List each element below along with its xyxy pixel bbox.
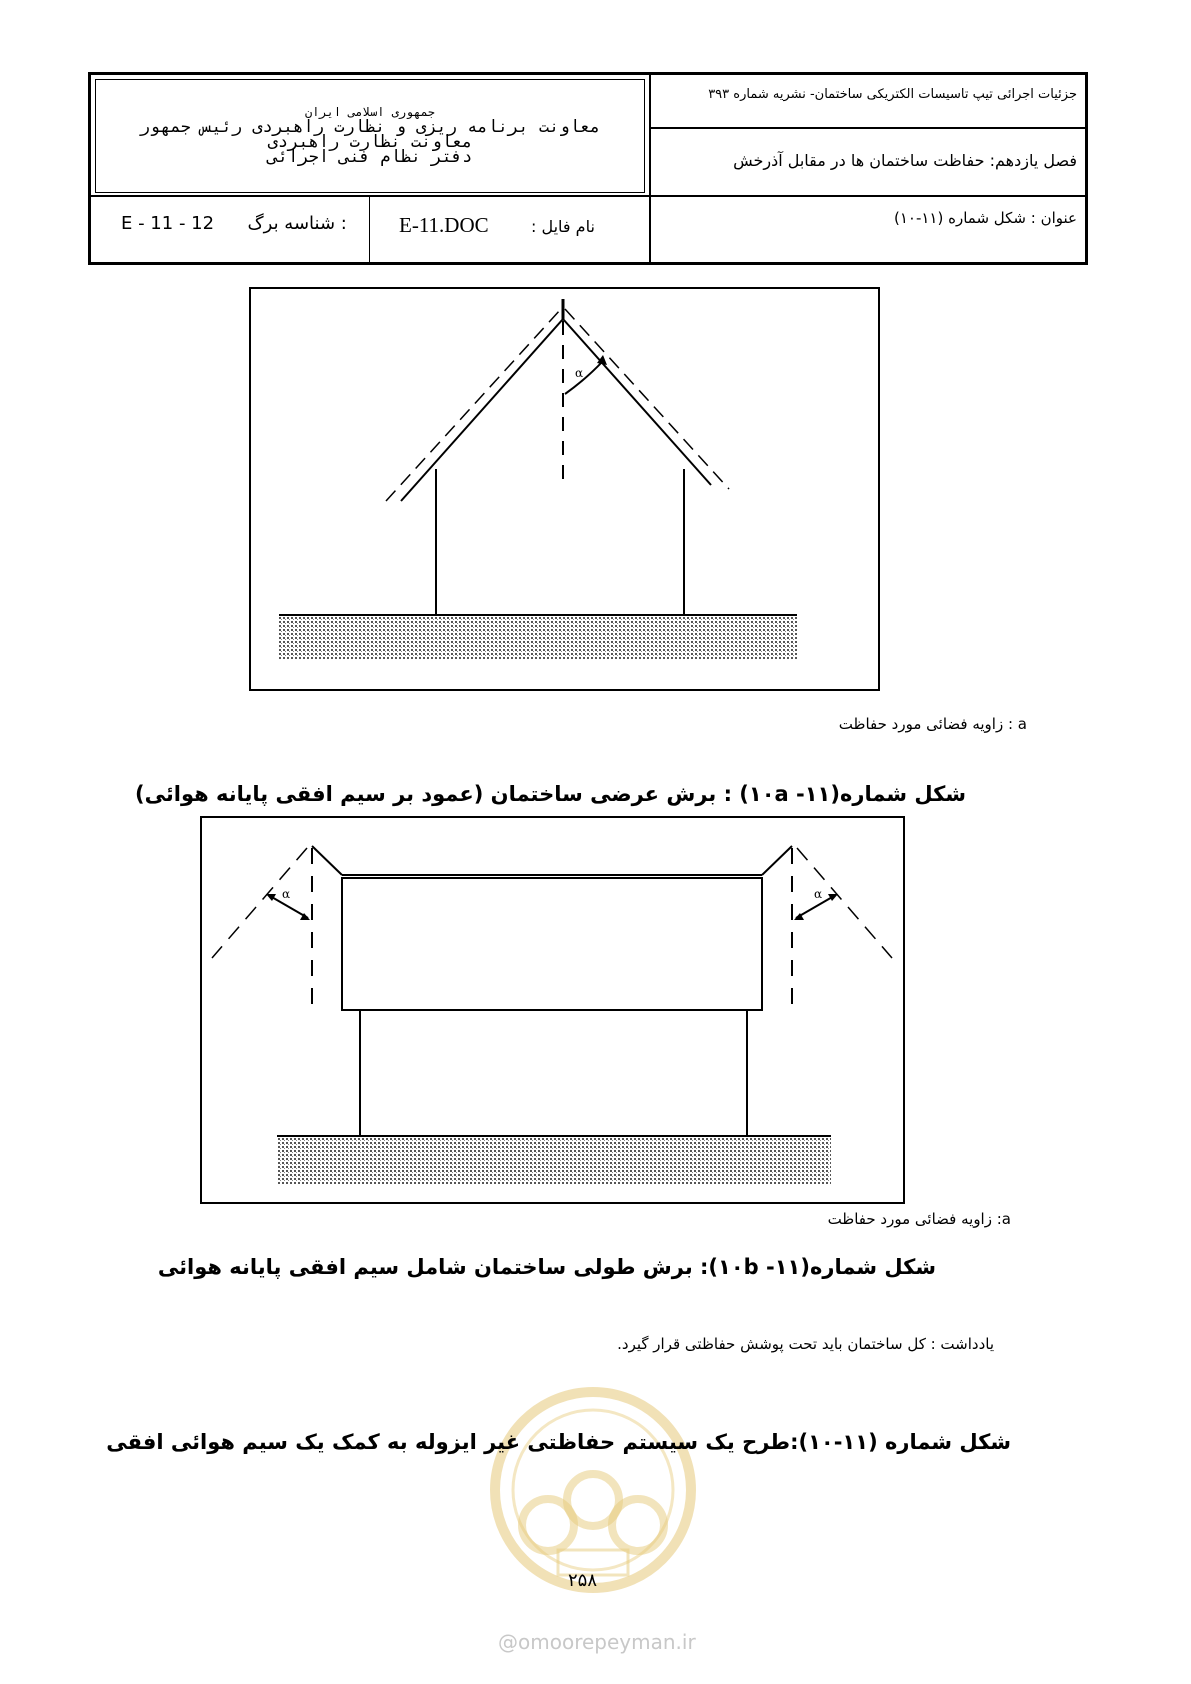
watermark-url-text: omoorepeyman.ir	[518, 1630, 696, 1654]
protection-line-right	[565, 309, 729, 489]
footnote: یادداشت : کل ساختمان باید تحت پوشش حفاظتی قرار گیرد.	[617, 1335, 994, 1353]
org-line-4: دفتر نظام فنی اجرائی	[267, 147, 473, 167]
figure-b-note: a: زاویه فضائی مورد حفاظت	[827, 1210, 1011, 1228]
org-line-2: معاونت برنامه ریزی و نظارت راهبردی رئیس جمهور	[139, 117, 601, 137]
main-caption: شکل شماره (۱۱-۱۰):طرح یک سیستم حفاظتی غیر ایزوله به کمک یک سیم هوائی افقی	[106, 1430, 1011, 1454]
building-upper-box	[342, 878, 762, 1010]
figure-a-note: a : زاویه فضائی مورد حفاظت	[838, 715, 1027, 733]
protection-line-right	[797, 848, 892, 958]
ground-hatch	[279, 615, 797, 659]
alpha-label-right: α	[814, 887, 823, 901]
page-number: ۲۵۸	[568, 1570, 598, 1591]
alpha-label-left: α	[282, 887, 291, 901]
wire-support-right	[762, 846, 792, 875]
longitudinal-section-svg	[202, 818, 903, 1202]
figure-a-caption: شکل شماره(۱۱- ۱۰a) : برش عرضی ساختمان (عمود بر سیم افقی پایانه هوائی)	[135, 782, 966, 806]
alpha-arc	[565, 361, 603, 394]
publication-title: جزئیات اجرائی تیپ تاسیسات الکتریکی ساختمان- نشریه شماره ۳۹۳	[708, 87, 1077, 102]
at-icon: @	[498, 1630, 518, 1654]
organization-block	[91, 75, 649, 197]
org-line-3: معاونت نظارت راهبردی	[267, 132, 473, 152]
cross-section-svg	[251, 289, 878, 689]
sheet-title: عنوان : شکل شماره (۱۱-۱۰)	[893, 209, 1077, 227]
sheet-label: شناسه برگ :	[247, 213, 347, 234]
alpha-label-a: α	[575, 366, 584, 380]
wire-support-left	[312, 846, 342, 875]
figure-a-drawing	[249, 287, 880, 691]
ground-hatch	[277, 1136, 831, 1184]
protection-line-left	[212, 848, 307, 958]
header-table	[88, 72, 1088, 265]
figure-b-caption: شکل شماره(۱۱- ۱۰b): برش طولی ساختمان شامل سیم افقی پایانه هوائی	[157, 1255, 936, 1279]
protection-line-left	[386, 309, 561, 501]
figure-b-drawing	[200, 816, 905, 1204]
org-line-1: جمهوری اسلامی ایران	[304, 105, 436, 119]
watermark-seal-icon	[488, 1385, 698, 1595]
file-name: E-11.DOC	[399, 213, 489, 237]
file-label: نام فایل :	[531, 217, 595, 236]
roof-left	[401, 319, 563, 501]
watermark-url	[498, 1630, 696, 1654]
sheet-id-row	[121, 213, 347, 234]
roof-right	[563, 319, 711, 485]
sheet-id: E - 11 - 12	[121, 213, 215, 234]
chapter-title: فصل یازدهم: حفاظت ساختمان ها در مقابل آذرخش	[733, 151, 1077, 170]
